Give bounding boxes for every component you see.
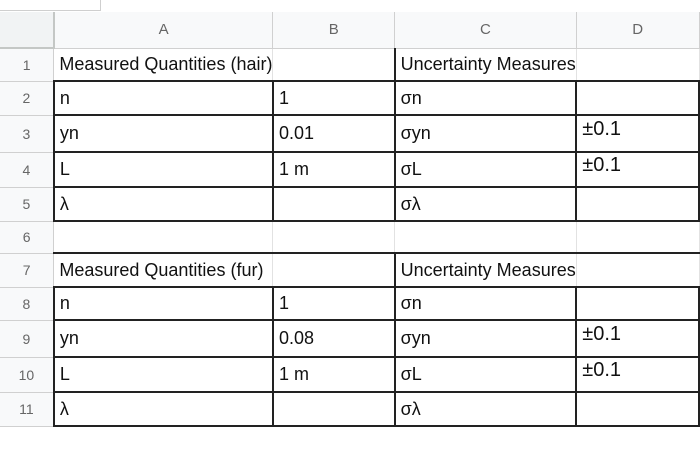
cell-b7[interactable] <box>273 253 395 287</box>
cell-b10[interactable]: 1 m <box>273 357 395 392</box>
spreadsheet-grid <box>0 12 700 427</box>
cell-d7[interactable] <box>576 253 699 287</box>
cell-d8[interactable] <box>576 287 699 320</box>
cell-b1[interactable] <box>273 48 395 81</box>
row-header[interactable]: 1 <box>0 48 54 81</box>
cell-d5[interactable] <box>576 187 699 221</box>
cell-b5[interactable] <box>273 187 395 221</box>
cell-c5[interactable]: σλ <box>395 187 577 221</box>
cell-c3[interactable]: σyn <box>395 115 577 152</box>
row-header[interactable]: 3 <box>0 115 54 152</box>
cell-a8[interactable]: n <box>54 287 273 320</box>
row-header[interactable]: 7 <box>0 253 54 287</box>
cell-a2[interactable]: n <box>54 81 273 115</box>
column-header-b[interactable]: B <box>273 12 395 48</box>
cell-b3[interactable]: 0.01 <box>273 115 395 152</box>
cell-a3[interactable]: yn <box>54 115 273 152</box>
cell-c10[interactable]: σL <box>395 357 577 392</box>
column-header-a[interactable]: A <box>54 12 273 48</box>
row-header[interactable]: 4 <box>0 152 54 187</box>
row-header[interactable]: 8 <box>0 287 54 320</box>
cell-d6[interactable] <box>576 221 699 253</box>
cell-c4[interactable]: σL <box>395 152 577 187</box>
cell-a4[interactable]: L <box>54 152 273 187</box>
row-header[interactable]: 6 <box>0 221 54 253</box>
cell-b9[interactable]: 0.08 <box>273 320 395 357</box>
cell-c9[interactable]: σyn <box>395 320 577 357</box>
cell-c6[interactable] <box>395 221 577 253</box>
column-header-c[interactable]: C <box>395 12 577 48</box>
column-header-d[interactable]: D <box>576 12 699 48</box>
cell-c8[interactable]: σn <box>395 287 577 320</box>
cell-a6[interactable] <box>54 221 273 253</box>
cell-a5[interactable]: λ <box>54 187 273 221</box>
row-header[interactable]: 11 <box>0 392 54 426</box>
cell-c7[interactable]: Uncertainty Measures <box>395 253 577 287</box>
select-all-corner[interactable] <box>0 12 54 48</box>
cell-d2[interactable] <box>576 81 699 115</box>
cell-a10[interactable]: L <box>54 357 273 392</box>
cell-b2[interactable]: 1 <box>273 81 395 115</box>
cell-d1[interactable] <box>576 48 699 81</box>
name-box[interactable] <box>0 0 101 11</box>
cell-b8[interactable]: 1 <box>273 287 395 320</box>
cell-d9[interactable]: ±0.1 <box>576 320 699 357</box>
cell-d4[interactable]: ±0.1 <box>576 152 699 187</box>
row-header[interactable]: 2 <box>0 81 54 115</box>
cell-c11[interactable]: σλ <box>395 392 577 426</box>
cell-c1[interactable]: Uncertainty Measures <box>395 48 577 81</box>
row-header[interactable]: 9 <box>0 320 54 357</box>
cell-d10[interactable]: ±0.1 <box>576 357 699 392</box>
row-header[interactable]: 5 <box>0 187 54 221</box>
cell-b4[interactable]: 1 m <box>273 152 395 187</box>
cell-b11[interactable] <box>273 392 395 426</box>
cell-a9[interactable]: yn <box>54 320 273 357</box>
cell-a11[interactable]: λ <box>54 392 273 426</box>
formula-bar-strip <box>0 0 700 12</box>
cell-c2[interactable]: σn <box>395 81 577 115</box>
cell-a1[interactable]: Measured Quantities (hair) <box>54 48 273 81</box>
cell-b6[interactable] <box>273 221 395 253</box>
cell-a7[interactable]: Measured Quantities (fur) <box>54 253 273 287</box>
cell-d3[interactable]: ±0.1 <box>576 115 699 152</box>
row-header[interactable]: 10 <box>0 357 54 392</box>
cell-d11[interactable] <box>576 392 699 426</box>
